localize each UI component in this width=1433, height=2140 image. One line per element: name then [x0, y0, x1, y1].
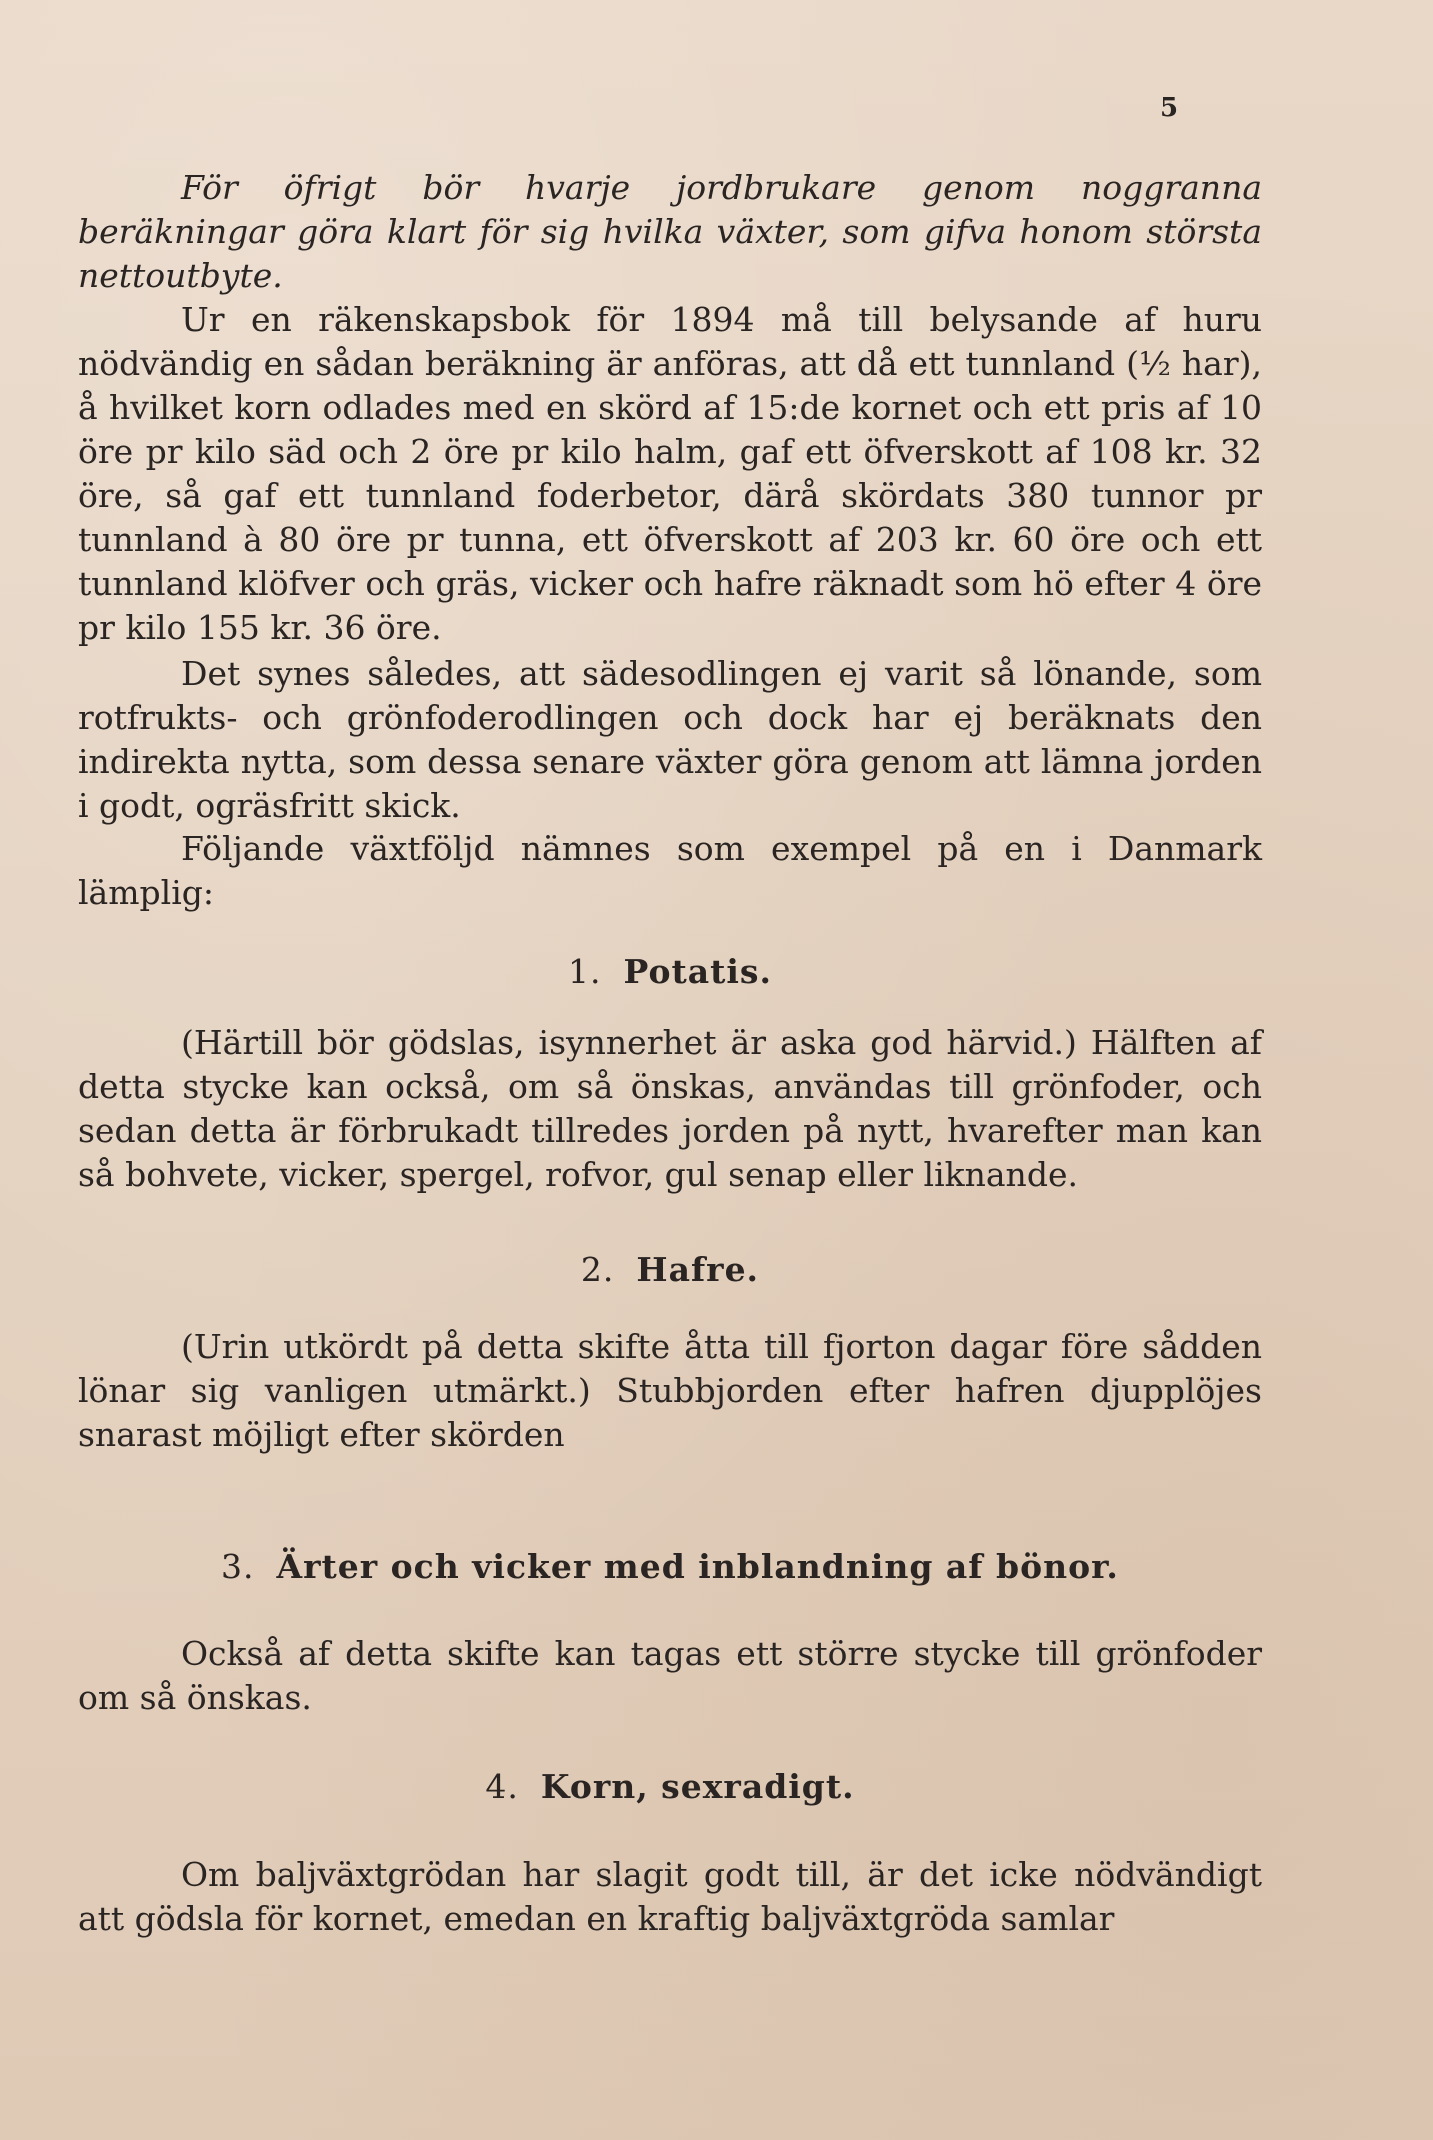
- section-body: (Härtill bör gödslas, isynnerhet är aska god härvid.) Hälften af detta stycke kan också, om så önskas, användas till grönfoder, och sedan detta är förbrukadt tillredes jorden på nytt, hvarefter man kan så bohvete, vicker, spergel, rofvor, gul senap eller liknande.: [78, 1023, 1262, 1194]
- section-heading-4: [78, 1767, 1262, 1806]
- section-body-4: [78, 1853, 1262, 1941]
- section-title: Hafre.: [636, 1250, 760, 1289]
- section-number: 3.: [221, 1547, 255, 1586]
- example-paragraph: Följande växtföljd nämnes som exempel på en i Danmark lämplig:: [78, 829, 1262, 912]
- section-body-1: [78, 1021, 1262, 1197]
- section-heading-1: [78, 952, 1262, 991]
- section-number: 2.: [580, 1250, 615, 1289]
- section-heading-2: [78, 1250, 1262, 1289]
- intro-block: [78, 166, 1262, 298]
- accounting-paragraph: Ur en räkenskapsbok för 1894 må till belysande af huru nödvändig en sådan beräkning är anföras, att då ett tunnland (½ har), å hvilket korn odlades med en skörd af 15:de kornet och ett pris af 10 öre pr kilo säd och 2 öre pr kilo halm, gaf ett öfverskott af 108 kr. 32 öre, så gaf ett tunnland foderbetor, därå skördats 380 tunnor pr tunnland à 80 öre pr tunna, ett öfverskott af 203 kr. 60 öre och ett tunnland klöfver och gräs, vicker och hafre räknadt som hö efter 4 öre pr kilo 155 kr. 36 öre.: [78, 300, 1262, 647]
- section-body: Också af detta skifte kan tagas ett större stycke till grönfoder om så önskas.: [78, 1634, 1262, 1717]
- section-heading-3: [78, 1547, 1262, 1586]
- conclusion-block: [78, 652, 1262, 828]
- accounting-block: [78, 298, 1262, 650]
- section-title: Korn, sexradigt.: [540, 1767, 855, 1806]
- section-number: 4.: [485, 1767, 519, 1806]
- section-number: 1.: [568, 952, 602, 991]
- section-body-2: [78, 1325, 1262, 1457]
- conclusion-paragraph: Det synes således, att sädesodlingen ej varit så lönande, som rotfrukts- och grönfoderodlingen och dock har ej beräknats den indirekta nytta, som dessa senare växter göra genom att lämna jorden i godt, ogräsfritt skick.: [78, 654, 1262, 825]
- section-body-3: [78, 1632, 1262, 1720]
- section-body: Om baljväxtgrödan har slagit godt till, är det icke nödvändigt att gödsla för kornet, emedan en kraftig baljväxtgröda samlar: [78, 1855, 1262, 1938]
- intro-paragraph: För öfrigt bör hvarje jordbrukare genom noggranna beräkningar göra klart för sig hvilka växter, som gifva honom största nettoutbyte.: [78, 168, 1262, 295]
- section-body: (Urin utkördt på detta skifte åtta till fjorton dagar före sådden lönar sig vanligen utmärkt.) Stubbjorden efter hafren djupplöjes snarast möjligt efter skörden: [78, 1327, 1262, 1454]
- example-block: [78, 827, 1262, 915]
- page-number: 5: [1160, 93, 1179, 123]
- section-title: Ärter och vicker med inblandning af bönor.: [276, 1547, 1119, 1586]
- section-title: Potatis.: [623, 952, 772, 991]
